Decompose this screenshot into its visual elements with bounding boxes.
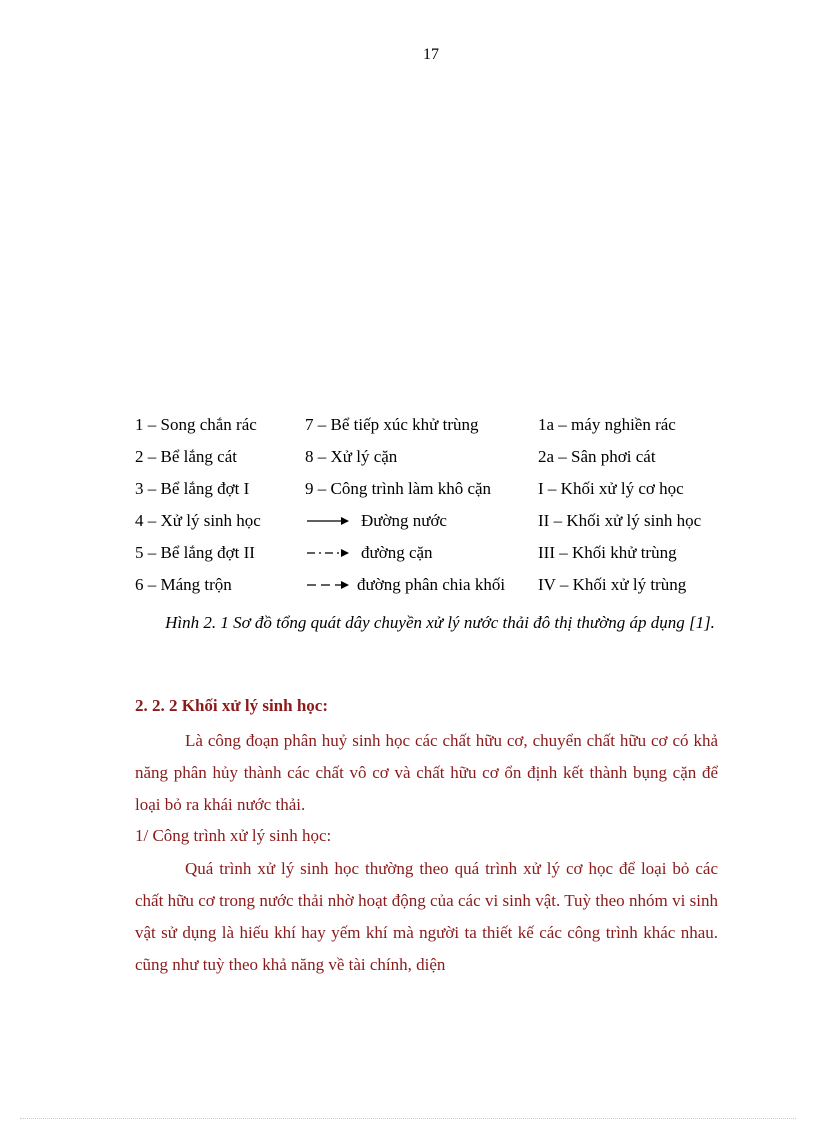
legend-item: đường cặn [361,543,433,562]
legend-item: I – Khối xử lý cơ học [538,479,684,498]
legend-item: 9 – Công trình làm khô cặn [305,479,492,498]
legend-item: 3 – Bể lắng đợt I [135,479,250,498]
legend-item: 2 – Bể lắng cát [135,447,237,466]
legend-row [135,477,755,509]
legend-item: 7 – Bể tiếp xúc khử trùng [305,415,479,434]
legend-item: 1a – máy nghiền rác [538,415,676,434]
legend-row [135,413,755,445]
legend-row [135,509,755,541]
figure-legend [135,413,755,605]
legend-item: 6 – Máng trộn [135,575,232,594]
legend-item: đường phân chia khối [357,575,506,594]
legend-item: 1 – Song chắn rác [135,415,257,434]
legend-item: IV – Khối xử lý trùng [538,575,687,594]
legend-item: Đường nước [361,511,447,530]
legend-item: 8 – Xử lý cặn [305,447,398,466]
paragraph: Là công đoạn phân huỷ sinh học các chất hữu cơ, chuyển chất hữu cơ có khả năng phân hủy thành các chất vô cơ và chất hữu cơ ổn định kết thành bụng cặn để loại bỏ ra khái nước thải. [135,731,718,814]
section-heading: 2. 2. 2 Khối xử lý sinh học: [135,696,328,715]
footer-divider [20,1118,796,1119]
legend-item: III – Khối khử trùng [538,543,677,562]
legend-item: II – Khối xử lý sinh học [538,511,702,530]
legend-row [135,445,755,477]
legend-item: 4 – Xử lý sinh học [135,511,261,530]
figure-caption: Hình 2. 1 Sơ đồ tổng quát dây chuyền xử lý nước thải đô thị thường áp dụng [1]. [165,613,715,632]
page-number: 17 [423,46,439,63]
legend-item: 2a – Sân phơi cát [538,447,656,466]
subsection-heading: 1/ Công trình xử lý sinh học: [135,826,332,845]
paragraph: Quá trình xử lý sinh học thường theo quá trình xử lý cơ học để loại bỏ các chất hữu cơ trong nước thải nhờ hoạt động của các vi sinh vật. Tuỳ theo nhóm vi sinh vật sử dụng là hiếu khí hay yếm khí mà người ta thiết kế các công trình khác nhau. cũng như tuỳ theo khả năng về tài chính, diện [135,859,718,974]
legend-item: 5 – Bể lắng đợt II [135,543,255,562]
legend-row [135,573,755,605]
solid-arrow-icon [307,515,349,527]
dashed-arrow-icon [307,579,349,591]
dash-dot-arrow-icon [307,547,349,559]
legend-row [135,541,755,573]
